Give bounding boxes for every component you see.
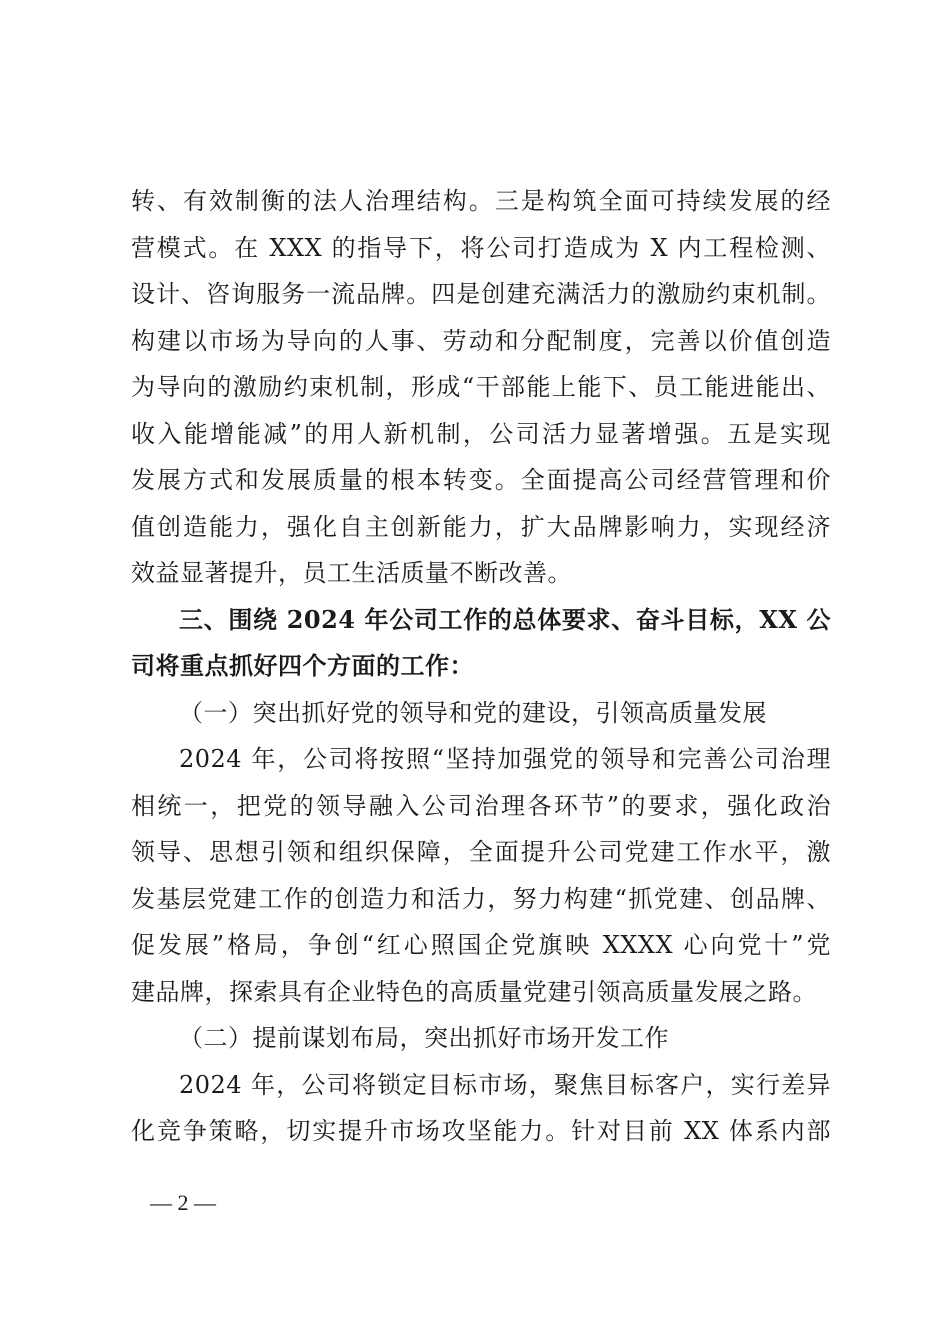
- paragraph-line: 相统一，把党的领导融入公司治理各环节”的要求，强化政治: [131, 791, 831, 820]
- paragraph-line: 为导向的激励约束机制，形成“干部能上能下、员工能进能出、: [131, 373, 831, 401]
- paragraph-line: 效益显著提升，员工生活质量不断改善。: [131, 559, 572, 587]
- section-heading: 三、围绕 2024 年公司工作的总体要求、奋斗目标，XX 公: [179, 604, 831, 634]
- paragraph-line: 发基层党建工作的创造力和活力，努力构建“抓党建、创品牌、: [131, 884, 831, 913]
- page-number: — 2 —: [150, 1190, 216, 1215]
- paragraph-line: 促发展”格局，争创“红心照国企党旗映 XXXX 心向党十”党: [131, 931, 831, 959]
- document-body: [131, 178, 831, 1155]
- section-heading: 司将重点抓好四个方面的工作：: [131, 651, 474, 680]
- subsection-heading: （一）突出抓好党的领导和党的建设，引领高质量发展: [179, 698, 767, 727]
- paragraph-line: 设计、咨询服务一流品牌。四是创建充满活力的激励约束机制。: [131, 280, 831, 308]
- paragraph-line: 营模式。在 XXX 的指导下，将公司打造成为 X 内工程检测、: [131, 233, 831, 262]
- paragraph-line: 2024 年，公司将锁定目标市场，聚焦目标客户，实行差异: [179, 1070, 831, 1099]
- paragraph-line: 建品牌，探索具有企业特色的高质量党建引领高质量发展之路。: [131, 977, 817, 1006]
- paragraph-line: 发展方式和发展质量的根本转变。全面提高公司经营管理和价: [131, 466, 831, 494]
- paragraph-line: 2024 年，公司将按照“坚持加强党的领导和完善公司治理: [179, 745, 831, 773]
- subsection-heading: （二）提前谋划布局，突出抓好市场开发工作: [179, 1024, 669, 1052]
- paragraph-line: 值创造能力，强化自主创新能力，扩大品牌影响力，实现经济: [131, 512, 831, 541]
- paragraph-line: 构建以市场为导向的人事、劳动和分配制度，完善以价值创造: [131, 326, 831, 355]
- paragraph-line: 收入能增能减”的用人新机制，公司活力显著增强。五是实现: [131, 419, 831, 448]
- paragraph-line: 领导、思想引领和组织保障，全面提升公司党建工作水平，激: [131, 838, 831, 866]
- paragraph-line: 化竞争策略，切实提升市场攻坚能力。针对目前 XX 体系内部: [131, 1117, 831, 1145]
- paragraph-line: 转、有效制衡的法人治理结构。三是构筑全面可持续发展的经: [131, 187, 831, 215]
